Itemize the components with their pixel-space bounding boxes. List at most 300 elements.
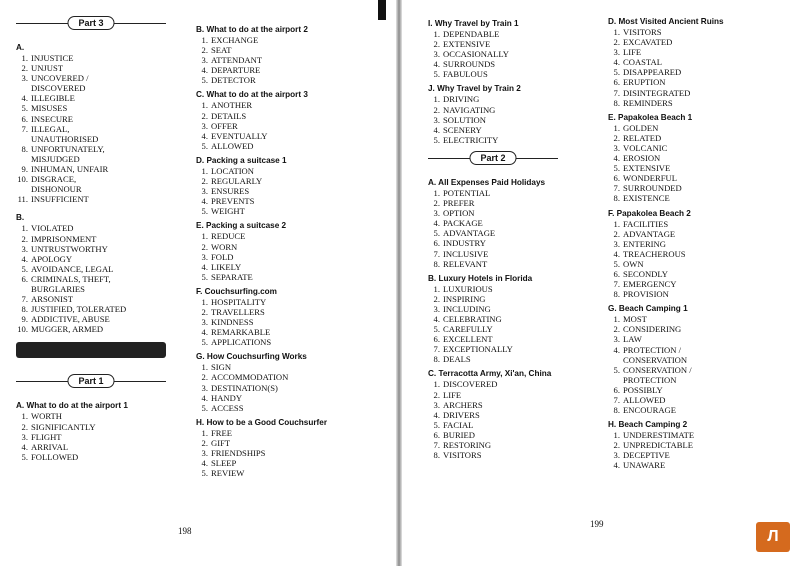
item-number: 11. xyxy=(17,194,28,205)
item-number: 4. xyxy=(201,196,208,207)
item-answer: OPTION xyxy=(443,208,475,219)
item-answer: ERUPTION xyxy=(623,77,666,88)
item-answer: LIFE xyxy=(623,47,642,58)
item-answer: AVOIDANCE, LEGAL xyxy=(31,263,114,274)
item-number: 5. xyxy=(201,206,208,217)
section-heading: B. Luxury Hotels in Florida xyxy=(428,273,533,283)
item-number: 5. xyxy=(201,75,208,86)
answer-item xyxy=(428,218,603,228)
answer-item xyxy=(16,223,166,233)
answer-item xyxy=(196,448,381,458)
answer-item xyxy=(428,125,603,135)
item-number: 1. xyxy=(21,223,28,234)
answer-item xyxy=(196,252,381,262)
item-number: 4. xyxy=(201,65,208,76)
item-number: 4. xyxy=(21,93,28,104)
item-answer: INSUFFICIENT xyxy=(31,194,89,205)
answer-item xyxy=(196,428,381,438)
item-number: 3. xyxy=(613,142,620,153)
item-number: 3. xyxy=(201,186,208,197)
answer-list xyxy=(16,411,166,461)
answer-item xyxy=(196,45,381,55)
section-heading: F. Papakolea Beach 2 xyxy=(608,208,691,218)
item-number: 6. xyxy=(613,77,620,88)
answer-item xyxy=(196,337,381,347)
item-number: 2. xyxy=(433,39,440,50)
item-number: 10. xyxy=(17,174,28,185)
item-number: 8. xyxy=(433,258,440,269)
section-heading: J. Why Travel by Train 2 xyxy=(428,84,521,94)
item-number: 7. xyxy=(613,279,620,290)
answer-item xyxy=(608,385,788,395)
item-number: 1. xyxy=(21,53,28,63)
item-number: 2. xyxy=(201,110,208,121)
item-answer: POSSIBLY xyxy=(623,384,663,395)
answer-item xyxy=(608,334,788,344)
page-number: 199 xyxy=(590,519,604,529)
item-number: 5. xyxy=(21,263,28,274)
item-number: 2. xyxy=(433,198,440,209)
answer-item xyxy=(16,194,166,204)
item-number: 7. xyxy=(21,294,28,305)
item-number: 4. xyxy=(613,153,620,164)
item-number: 5. xyxy=(433,69,440,80)
section-heading: G. Beach Camping 1 xyxy=(608,304,688,314)
answer-item xyxy=(196,403,381,413)
section-heading: E. Packing a suitcase 2 xyxy=(196,221,287,231)
answer-item xyxy=(16,174,166,194)
item-answer: REDUCE xyxy=(211,231,246,242)
item-number: 3. xyxy=(201,55,208,66)
item-answer: ATTENDANT xyxy=(211,55,263,66)
answer-item xyxy=(608,324,788,334)
item-answer: SIGN xyxy=(211,362,232,373)
item-number: 4. xyxy=(433,59,440,70)
item-answer: UNDERESTIMATE xyxy=(623,430,695,441)
answer-list xyxy=(196,297,381,347)
item-answer: EMERGENCY xyxy=(623,279,677,290)
item-answer: PACKAGE xyxy=(443,218,483,229)
item-answer: FACIAL xyxy=(443,419,474,430)
answer-item xyxy=(608,143,788,153)
answer-list xyxy=(608,27,788,108)
answer-item xyxy=(608,98,788,108)
answer-item xyxy=(428,410,603,420)
item-number: 4. xyxy=(613,460,620,471)
item-number: 3. xyxy=(433,399,440,410)
item-answer: HOSPITALITY xyxy=(211,296,267,307)
item-number: 3. xyxy=(433,114,440,125)
item-answer: EXISTENCE xyxy=(623,193,670,204)
item-number: 4. xyxy=(21,253,28,264)
item-number: 8. xyxy=(613,193,620,204)
item-answer: RELATED xyxy=(623,132,662,143)
answer-item xyxy=(196,242,381,252)
item-number: 1. xyxy=(613,122,620,133)
item-number: 5. xyxy=(433,419,440,430)
answer-item xyxy=(428,188,603,198)
answer-list xyxy=(428,29,603,79)
part-2-badge: Part 2 xyxy=(428,149,558,169)
answer-item xyxy=(428,115,603,125)
answer-item xyxy=(608,37,788,47)
item-answer: TRAVELLERS xyxy=(211,306,265,317)
answer-item xyxy=(196,196,381,206)
answer-item xyxy=(608,279,788,289)
item-answer: REMARKABLE xyxy=(211,327,271,338)
answer-item xyxy=(196,206,381,216)
item-number: 3. xyxy=(21,431,28,442)
answer-item xyxy=(608,239,788,249)
item-answer: OFFER xyxy=(211,120,238,131)
item-number: 3. xyxy=(613,334,620,345)
item-answer: EROSION xyxy=(623,153,661,164)
item-answer: ELECTRICITY xyxy=(443,134,499,145)
answer-item xyxy=(608,269,788,279)
answer-item xyxy=(608,77,788,87)
item-number: 7. xyxy=(433,344,440,355)
answer-item xyxy=(16,164,166,174)
answer-list xyxy=(196,428,381,478)
answer-item xyxy=(428,238,603,248)
answer-item xyxy=(196,438,381,448)
section-heading: C. What to do at the airport 3 xyxy=(196,90,308,100)
item-answer: BURIED xyxy=(443,429,475,440)
answer-item xyxy=(196,458,381,468)
item-number: 5. xyxy=(201,337,208,348)
item-answer: HANDY xyxy=(211,392,243,403)
item-number: 6. xyxy=(433,334,440,345)
item-number: 6. xyxy=(21,273,28,284)
answer-item xyxy=(608,440,788,450)
item-answer: ARSONIST xyxy=(31,294,74,305)
answer-item xyxy=(16,254,166,264)
item-answer: UNJUST xyxy=(31,63,63,74)
left-page xyxy=(0,0,398,566)
item-answer: ARRIVAL xyxy=(31,441,69,452)
answer-list xyxy=(608,123,788,204)
item-number: 2. xyxy=(201,176,208,187)
item-answer: MOST xyxy=(623,314,647,325)
item-number: 5. xyxy=(613,364,620,375)
answer-list xyxy=(196,362,381,412)
item-answer: APPLICATIONS xyxy=(211,337,272,348)
item-number: 4. xyxy=(433,409,440,420)
answer-item xyxy=(608,193,788,203)
item-answer: WONDERFUL xyxy=(623,173,677,184)
answer-list xyxy=(608,219,788,300)
item-number: 3. xyxy=(433,303,440,314)
item-answer: ACCOMMODATION xyxy=(211,372,289,383)
section-heading: I. Why Travel by Train 1 xyxy=(428,19,519,28)
section-heading: B. xyxy=(16,213,25,223)
item-answer: TREACHEROUS xyxy=(623,248,686,259)
item-answer: WORTH xyxy=(31,411,62,422)
item-answer: LIFE xyxy=(443,389,462,400)
answer-item xyxy=(608,57,788,67)
item-number: 5. xyxy=(21,451,28,462)
item-answer: DISCOVERED xyxy=(443,379,498,390)
answer-item xyxy=(196,176,381,186)
item-number: 8. xyxy=(433,354,440,365)
item-answer: VOLCANIC xyxy=(623,142,668,153)
item-number: 2. xyxy=(201,241,208,252)
item-number: 4. xyxy=(201,261,208,272)
item-number: 3. xyxy=(201,317,208,328)
item-answer: DISAPPEARED xyxy=(623,67,682,78)
item-number: 2. xyxy=(613,440,620,451)
item-answer: EVENTUALLY xyxy=(211,130,268,141)
answer-item xyxy=(16,452,166,462)
item-answer: DISGRACE, DISHONOUR xyxy=(31,174,82,195)
item-answer: FOLLOWED xyxy=(31,451,79,462)
item-number: 2. xyxy=(201,437,208,448)
answer-list xyxy=(608,430,788,470)
answer-item xyxy=(608,405,788,415)
item-number: 1. xyxy=(433,187,440,198)
item-number: 6. xyxy=(433,238,440,249)
item-number: 2. xyxy=(613,37,620,48)
item-number: 2. xyxy=(613,228,620,239)
answer-item xyxy=(428,420,603,430)
item-answer: FREE xyxy=(211,427,233,438)
answer-item xyxy=(608,123,788,133)
item-answer: DETECTOR xyxy=(211,75,256,86)
item-number: 1. xyxy=(433,283,440,294)
item-answer: EXCAVATED xyxy=(623,37,673,48)
item-answer: FACILITIES xyxy=(623,218,669,229)
part-3-badge: Part 3 xyxy=(16,14,166,34)
answer-item xyxy=(16,103,166,113)
answer-item xyxy=(608,460,788,470)
section-heading: A. xyxy=(16,43,25,52)
item-answer: INJUSTICE xyxy=(31,53,74,63)
item-answer: POTENTIAL xyxy=(443,187,491,198)
item-number: 1. xyxy=(21,411,28,422)
item-answer: VISITORS xyxy=(623,27,662,37)
item-answer: PREVENTS xyxy=(211,196,255,207)
item-number: 4. xyxy=(613,248,620,259)
answer-item xyxy=(608,430,788,440)
item-number: 4. xyxy=(201,327,208,338)
item-answer: EXTENSIVE xyxy=(623,163,671,174)
answer-item xyxy=(608,67,788,77)
answer-item xyxy=(196,383,381,393)
answer-list xyxy=(196,166,381,216)
item-number: 5. xyxy=(433,134,440,145)
item-answer: ENTERING xyxy=(623,238,666,249)
answer-item xyxy=(428,59,603,69)
decorative-banner xyxy=(16,342,166,358)
item-answer: VIOLATED xyxy=(31,223,74,234)
item-number: 3. xyxy=(613,238,620,249)
item-number: 5. xyxy=(613,258,620,269)
answer-item xyxy=(16,442,166,452)
item-number: 2. xyxy=(433,293,440,304)
answer-item xyxy=(16,244,166,254)
answer-item xyxy=(428,284,603,294)
answer-item xyxy=(196,393,381,403)
answer-item xyxy=(428,198,603,208)
section-heading: F. Couchsurfing.com xyxy=(196,286,277,296)
item-number: 6. xyxy=(613,268,620,279)
item-number: 4. xyxy=(433,313,440,324)
item-number: 6. xyxy=(613,173,620,184)
item-answer: INHUMAN, UNFAIR xyxy=(31,164,109,175)
right-col-1 xyxy=(428,18,603,464)
item-answer: INCLUDING xyxy=(443,303,491,314)
answer-item xyxy=(196,317,381,327)
answer-item xyxy=(608,289,788,299)
item-answer: DEALS xyxy=(443,354,471,365)
item-number: 5. xyxy=(613,67,620,78)
item-number: 8. xyxy=(613,97,620,108)
answer-item xyxy=(428,259,603,269)
answer-item xyxy=(16,324,166,334)
item-number: 5. xyxy=(201,271,208,282)
item-number: 6. xyxy=(613,384,620,395)
answer-item xyxy=(428,94,603,104)
answer-item xyxy=(428,29,603,39)
answer-item xyxy=(196,362,381,372)
item-answer: LOCATION xyxy=(211,165,254,176)
answer-item xyxy=(608,163,788,173)
item-answer: SEPARATE xyxy=(211,271,253,282)
item-number: 8. xyxy=(21,143,28,154)
item-number: 3. xyxy=(201,382,208,393)
item-number: 1. xyxy=(201,35,208,45)
answer-list xyxy=(428,188,603,269)
item-answer: EXCHANGE xyxy=(211,35,259,45)
item-answer: CONSIDERING xyxy=(623,324,682,335)
answer-item xyxy=(428,400,603,410)
item-number: 3. xyxy=(613,47,620,58)
item-number: 2. xyxy=(613,324,620,335)
item-answer: REVIEW xyxy=(211,468,245,479)
item-number: 1. xyxy=(433,379,440,390)
item-answer: WORN xyxy=(211,241,238,252)
item-number: 1. xyxy=(201,427,208,438)
item-number: 7. xyxy=(613,87,620,98)
answer-item xyxy=(428,49,603,59)
item-answer: KINDNESS xyxy=(211,317,254,328)
answer-item xyxy=(196,65,381,75)
item-answer: NAVIGATING xyxy=(443,104,496,115)
item-answer: DISINTEGRATED xyxy=(623,87,691,98)
answer-item xyxy=(428,294,603,304)
answer-list xyxy=(196,35,381,85)
answer-item xyxy=(196,75,381,85)
item-number: 2. xyxy=(201,45,208,56)
answer-item xyxy=(608,133,788,143)
item-answer: CRIMINALS, THEFT, BURGLARIES xyxy=(31,273,111,294)
item-answer: LUXURIOUS xyxy=(443,283,493,294)
page-marker xyxy=(378,0,386,20)
item-number: 2. xyxy=(21,63,28,74)
item-answer: REMINDERS xyxy=(623,97,673,108)
item-number: 1. xyxy=(613,27,620,37)
item-number: 10. xyxy=(17,324,28,335)
item-number: 3. xyxy=(613,450,620,461)
item-number: 8. xyxy=(433,450,440,461)
item-answer: PROTECTION / CONSERVATION xyxy=(623,344,688,365)
item-answer: FLIGHT xyxy=(31,431,62,442)
item-number: 4. xyxy=(201,458,208,469)
item-answer: DRIVING xyxy=(443,94,480,105)
answer-list xyxy=(608,314,788,415)
answer-list xyxy=(428,284,603,365)
answer-item xyxy=(16,304,166,314)
item-number: 3. xyxy=(201,120,208,131)
item-answer: DEPARTURE xyxy=(211,65,261,76)
answer-item xyxy=(196,131,381,141)
item-number: 8. xyxy=(613,289,620,300)
item-answer: LIKELY xyxy=(211,261,242,272)
item-number: 4. xyxy=(201,392,208,403)
answer-item xyxy=(16,93,166,103)
answer-item xyxy=(608,345,788,365)
item-number: 4. xyxy=(613,344,620,355)
answer-item xyxy=(428,334,603,344)
item-answer: ANOTHER xyxy=(211,100,253,111)
answer-item xyxy=(196,121,381,131)
item-answer: UNCOVERED / DISCOVERED xyxy=(31,73,89,94)
answer-item xyxy=(16,432,166,442)
answer-item xyxy=(428,344,603,354)
item-number: 7. xyxy=(613,183,620,194)
item-answer: UNAWARE xyxy=(623,460,666,471)
answer-item xyxy=(196,141,381,151)
item-answer: GIFT xyxy=(211,437,231,448)
answer-item xyxy=(608,259,788,269)
answer-item xyxy=(196,231,381,241)
item-number: 7. xyxy=(433,248,440,259)
item-answer: RESTORING xyxy=(443,440,492,450)
answer-item xyxy=(196,55,381,65)
item-answer: DRIVERS xyxy=(443,409,480,420)
item-number: 2. xyxy=(21,421,28,432)
item-answer: GOLDEN xyxy=(623,122,659,133)
item-answer: SURROUNDED xyxy=(623,183,682,194)
item-number: 2. xyxy=(433,389,440,400)
answer-item xyxy=(196,166,381,176)
answer-item xyxy=(16,422,166,432)
item-number: 1. xyxy=(613,430,620,441)
left-col-1 xyxy=(16,10,166,466)
item-answer: ACCESS xyxy=(211,402,244,413)
answer-list xyxy=(196,231,381,281)
section-heading: G. How Couchsurfing Works xyxy=(196,352,307,362)
item-answer: SURROUNDS xyxy=(443,59,496,70)
answer-item xyxy=(196,327,381,337)
item-answer: FOLD xyxy=(211,251,234,262)
answer-item xyxy=(16,234,166,244)
answer-item xyxy=(16,411,166,421)
item-number: 3. xyxy=(433,208,440,219)
item-number: 1. xyxy=(613,314,620,325)
item-number: 6. xyxy=(433,429,440,440)
item-answer: SEAT xyxy=(211,45,232,56)
item-answer: RELEVANT xyxy=(443,258,488,269)
item-answer: ENSURES xyxy=(211,186,250,197)
answer-item xyxy=(16,274,166,294)
item-answer: INSECURE xyxy=(31,113,74,124)
item-answer: APOLOGY xyxy=(31,253,73,264)
answer-item xyxy=(196,111,381,121)
answer-item xyxy=(608,27,788,37)
item-answer: ADVANTAGE xyxy=(623,228,676,239)
answer-item xyxy=(608,365,788,385)
